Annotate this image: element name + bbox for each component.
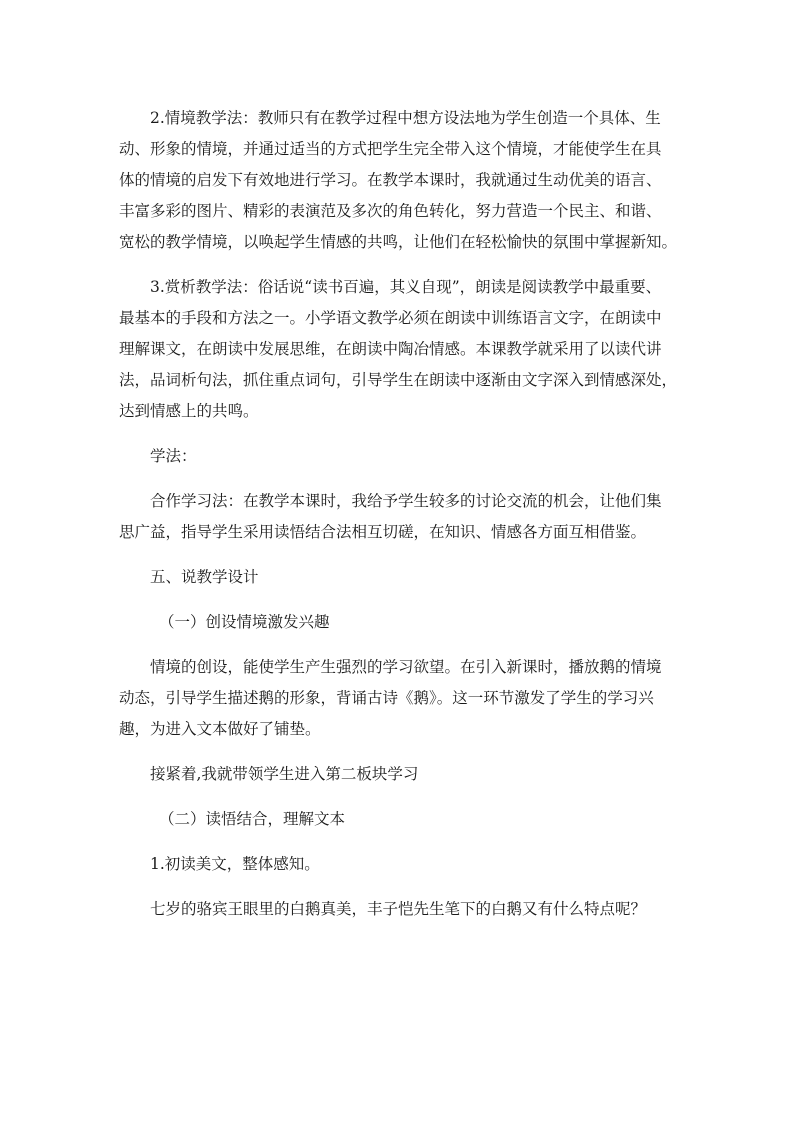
text-line: 情境的创设，能使学生产生强烈的学习欲望。在引入新课时，播放鹅的情境	[150, 658, 662, 676]
paragraph-transition	[119, 759, 689, 790]
heading-study-method	[119, 441, 689, 472]
document-body	[119, 103, 689, 939]
text-line: 动、形象的情境，并通过适当的方式把学生完全带入这个情境，才能使学生在具	[119, 140, 662, 158]
text-line: 法，品词析句法，抓住重点词句，引导学生在朗读中逐渐由文字深入到情感深处，	[119, 371, 678, 389]
paragraph-cooperative-learning	[119, 486, 689, 548]
heading-text: 五、说教学设计	[150, 568, 259, 586]
heading-part-2	[119, 804, 689, 835]
text-line: 理解课文，在朗读中发展思维，在朗读中陶冶情感。本课教学就采用了以读代讲	[119, 340, 662, 358]
text-line: 丰富多彩的图片、精彩的表演范及多次的角色转化，努力营造一个民主、和谐、	[119, 202, 662, 220]
heading-text: 1.初读美文，整体感知。	[150, 855, 320, 873]
text-line: 宽松的教学情境，以唤起学生情感的共鸣，让他们在轻松愉快的氛围中掌握新知。	[119, 233, 678, 251]
heading-text: 学法：	[150, 447, 197, 465]
heading-text: （二）读悟结合，理解文本	[159, 810, 346, 828]
text-line: 合作学习法：在教学本课时，我给予学生较多的讨论交流的机会，让他们集	[150, 492, 662, 510]
text-line: 2.情境教学法：教师只有在教学过程中想方设法地为学生创造一个具体、生	[150, 109, 661, 127]
text-line: 接紧着,我就带领学生进入第二板块学习	[150, 765, 419, 783]
paragraph-question	[119, 894, 689, 925]
heading-section-5	[119, 562, 689, 593]
text-line: 最基本的手段和方法之一。小学语文教学必须在朗读中训练语言文字，在朗读中	[119, 309, 662, 327]
text-line: 体的情境的启发下有效地进行学习。在教学本课时，我就通过生动优美的语言、	[119, 171, 662, 189]
text-line: 动态，引导学生描述鹅的形象，背诵古诗《鹅》。这一环节激发了学生的学习兴	[119, 689, 654, 707]
text-line: 达到情感上的共鸣。	[119, 402, 259, 420]
paragraph-situational-teaching	[119, 103, 689, 258]
heading-part-1	[119, 607, 689, 638]
text-line: 3.赏析教学法：俗话说“读书百遍，其义自现”，朗读是阅读教学中最重要、	[150, 278, 662, 296]
text-line: 七岁的骆宾王眼里的白鹅真美，丰子恺先生笔下的白鹅又有什么特点呢？	[150, 900, 647, 918]
paragraph-appreciation-teaching	[119, 272, 689, 427]
paragraph-part-1-body	[119, 652, 689, 745]
heading-step-1	[119, 849, 689, 880]
heading-text: （一）创设情境激发兴趣	[159, 613, 330, 631]
text-line: 趣，为进入文本做好了铺垫。	[119, 720, 321, 738]
text-line: 思广益，指导学生采用读悟结合法相互切磋，在知识、情感各方面互相借鉴。	[119, 523, 647, 541]
